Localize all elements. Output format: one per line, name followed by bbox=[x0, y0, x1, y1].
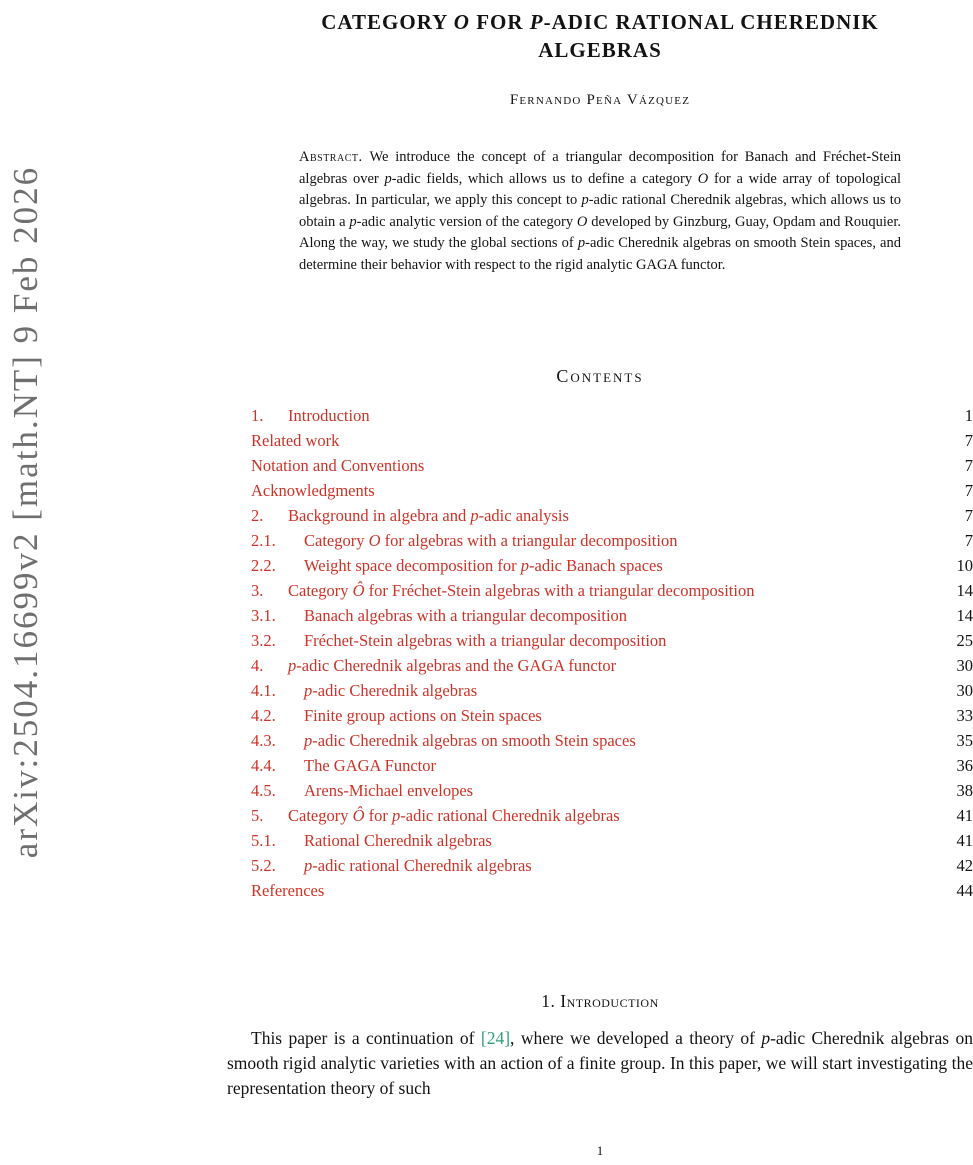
toc-entry-page: 1 bbox=[964, 406, 973, 425]
toc-entry-page: 41 bbox=[956, 831, 973, 850]
toc-entry-number: 4.4. bbox=[251, 756, 276, 775]
toc-entry-link[interactable] bbox=[251, 503, 569, 528]
toc-entry-number: 2.1. bbox=[251, 531, 276, 550]
toc-entry bbox=[251, 753, 973, 778]
toc-entry bbox=[251, 428, 973, 453]
toc-entry-number: 4.3. bbox=[251, 731, 276, 750]
toc-entry-title: Category Ô for Fréchet-Stein algebras with a triangular decomposition bbox=[288, 581, 755, 600]
toc-entry-page: 14 bbox=[956, 581, 973, 600]
toc-entry-title: Rational Cherednik algebras bbox=[304, 831, 492, 850]
toc-entry-page: 14 bbox=[956, 606, 973, 625]
toc-entry-page: 7 bbox=[964, 531, 973, 550]
toc-entry-title: Banach algebras with a triangular decomposition bbox=[304, 606, 628, 625]
toc-entry-title: p-adic Cherednik algebras on smooth Stein spaces bbox=[304, 731, 636, 750]
toc-entry-number: 3.2. bbox=[251, 631, 276, 650]
toc-entry-page: 30 bbox=[956, 681, 973, 700]
toc-entry-title: Arens-Michael envelopes bbox=[304, 781, 474, 800]
citation-24[interactable]: [24] bbox=[480, 1028, 511, 1048]
toc-entry-number: 3. bbox=[251, 581, 264, 600]
toc-entry-title: p-adic Cherednik algebras bbox=[304, 681, 478, 700]
toc-entry bbox=[251, 653, 973, 678]
toc-entry-link[interactable] bbox=[251, 453, 424, 478]
toc-entry-link[interactable] bbox=[251, 578, 754, 603]
toc-entry-title: p-adic rational Cherednik algebras bbox=[304, 856, 532, 875]
toc-entry-title: Related work bbox=[251, 431, 340, 450]
toc-entry-title: Background in algebra and p-adic analysis bbox=[288, 506, 569, 525]
toc-entry-title: Finite group actions on Stein spaces bbox=[304, 706, 542, 725]
toc-list bbox=[251, 403, 973, 903]
toc-entry-link[interactable] bbox=[251, 878, 324, 903]
toc-entry-link[interactable] bbox=[251, 628, 666, 653]
toc-entry-page: 25 bbox=[956, 631, 973, 650]
toc-entry-link[interactable] bbox=[251, 403, 370, 428]
toc-entry-page: 38 bbox=[956, 781, 973, 800]
toc-entry-number: 5. bbox=[251, 806, 264, 825]
toc-entry-number: 5.2. bbox=[251, 856, 276, 875]
toc-entry-number: 3.1. bbox=[251, 606, 276, 625]
toc-entry bbox=[251, 453, 973, 478]
toc-entry bbox=[251, 778, 973, 803]
toc-entry bbox=[251, 803, 973, 828]
toc-entry-number: 4.2. bbox=[251, 706, 276, 725]
page-number: 1 bbox=[596, 1143, 604, 1158]
introduction-paragraph: This paper is a continuation of [24], where we developed a theory of p-adic Cherednik algebras on smooth rigid analytic varieties with an action of a finite group. In this paper, we will start investigating the representation theory of such bbox=[227, 1028, 973, 1098]
toc-entry bbox=[251, 828, 973, 853]
toc-entry-link[interactable] bbox=[251, 853, 532, 878]
toc-entry-number: 4. bbox=[251, 656, 264, 675]
abstract-label: Abstract. bbox=[299, 149, 363, 165]
toc-entry-page: 10 bbox=[956, 556, 973, 575]
toc-entry-number: 2.2. bbox=[251, 556, 276, 575]
toc-entry-title: Category O for algebras with a triangular decomposition bbox=[304, 531, 678, 550]
toc-entry bbox=[251, 603, 973, 628]
toc-entry-title: Fréchet-Stein algebras with a triangular decomposition bbox=[304, 631, 667, 650]
toc-entry bbox=[251, 478, 973, 503]
toc-entry bbox=[251, 703, 973, 728]
toc-entry-link[interactable] bbox=[251, 803, 620, 828]
toc-entry-title: p-adic Cherednik algebras and the GAGA functor bbox=[288, 656, 617, 675]
toc-entry bbox=[251, 403, 973, 428]
toc-entry-number: 4.1. bbox=[251, 681, 276, 700]
toc-entry bbox=[251, 878, 973, 903]
toc-entry bbox=[251, 628, 973, 653]
toc-entry-title: Weight space decomposition for p-adic Banach spaces bbox=[304, 556, 663, 575]
toc-entry-page: 33 bbox=[956, 706, 973, 725]
toc-entry-link[interactable] bbox=[251, 553, 663, 578]
toc-entry-page: 7 bbox=[964, 456, 973, 475]
toc-entry-page: 41 bbox=[956, 806, 973, 825]
arxiv-watermark: arXiv:2504.16699v2 [math.NT] 9 Feb 2026 bbox=[6, 165, 45, 859]
toc-entry-link[interactable] bbox=[251, 478, 375, 503]
toc-entry-title: Acknowledgments bbox=[251, 481, 375, 500]
toc-entry-title: The GAGA Functor bbox=[304, 756, 436, 775]
toc-entry bbox=[251, 503, 973, 528]
contents-heading: Contents bbox=[556, 366, 644, 386]
toc-entry-number: 1. bbox=[251, 406, 264, 425]
toc-entry bbox=[251, 678, 973, 703]
abstract-text: We introduce the concept of a triangular decomposition for Banach and Fréchet-Stein algebras over p-adic fields, which allows us to define a category O for a wide array of topological algebras. In particular, we apply this concept to p-adic rational Cherednik algebras, which allows us to obtain a p-adic analytic version of the category O developed by Ginzburg, Guay, Opdam and Rouquier. Along the way, we study the global sections of p-adic Cherednik algebras on smooth Stein spaces, and determine their behavior with respect to the rigid analytic GAGA functor. bbox=[299, 149, 902, 273]
paper-title: CATEGORY O FOR P-ADIC RATIONAL CHEREDNIK ALGEBRAS bbox=[321, 10, 879, 62]
paper-page bbox=[227, 8, 973, 1101]
toc-entry-link[interactable] bbox=[251, 603, 627, 628]
toc-entry-title: References bbox=[251, 881, 325, 900]
toc-entry-link[interactable] bbox=[251, 828, 492, 853]
toc-entry-page: 44 bbox=[956, 881, 973, 900]
toc-entry-page: 36 bbox=[956, 756, 973, 775]
toc-entry-page: 7 bbox=[964, 481, 973, 500]
author-name: Fernando Peña Vázquez bbox=[509, 92, 691, 108]
toc-entry bbox=[251, 853, 973, 878]
toc-entry-link[interactable] bbox=[251, 753, 436, 778]
toc-entry-link[interactable] bbox=[251, 703, 542, 728]
toc-entry-title: Category Ô for p-adic rational Cherednik algebras bbox=[288, 806, 620, 825]
toc-entry-number: 5.1. bbox=[251, 831, 276, 850]
toc-entry-page: 35 bbox=[956, 731, 973, 750]
toc-entry-link[interactable] bbox=[251, 678, 477, 703]
toc-entry-title: Notation and Conventions bbox=[251, 456, 425, 475]
abstract bbox=[299, 147, 901, 276]
toc-entry bbox=[251, 553, 973, 578]
toc-entry-link[interactable] bbox=[251, 728, 636, 753]
toc-entry-link[interactable] bbox=[251, 778, 473, 803]
toc-entry-link[interactable] bbox=[251, 528, 677, 553]
toc-entry-page: 7 bbox=[964, 431, 973, 450]
toc-entry bbox=[251, 578, 973, 603]
toc-entry bbox=[251, 728, 973, 753]
toc-entry-number: 4.5. bbox=[251, 781, 276, 800]
toc-entry-page: 7 bbox=[964, 506, 973, 525]
section-1-heading: 1. Introduction bbox=[541, 991, 659, 1011]
toc-entry-title: Introduction bbox=[288, 406, 370, 425]
toc-entry-link[interactable] bbox=[251, 653, 616, 678]
toc-entry-number: 2. bbox=[251, 506, 264, 525]
toc-entry bbox=[251, 528, 973, 553]
toc-entry-page: 30 bbox=[956, 656, 973, 675]
toc-entry-page: 42 bbox=[956, 856, 973, 875]
toc-entry-link[interactable] bbox=[251, 428, 339, 453]
